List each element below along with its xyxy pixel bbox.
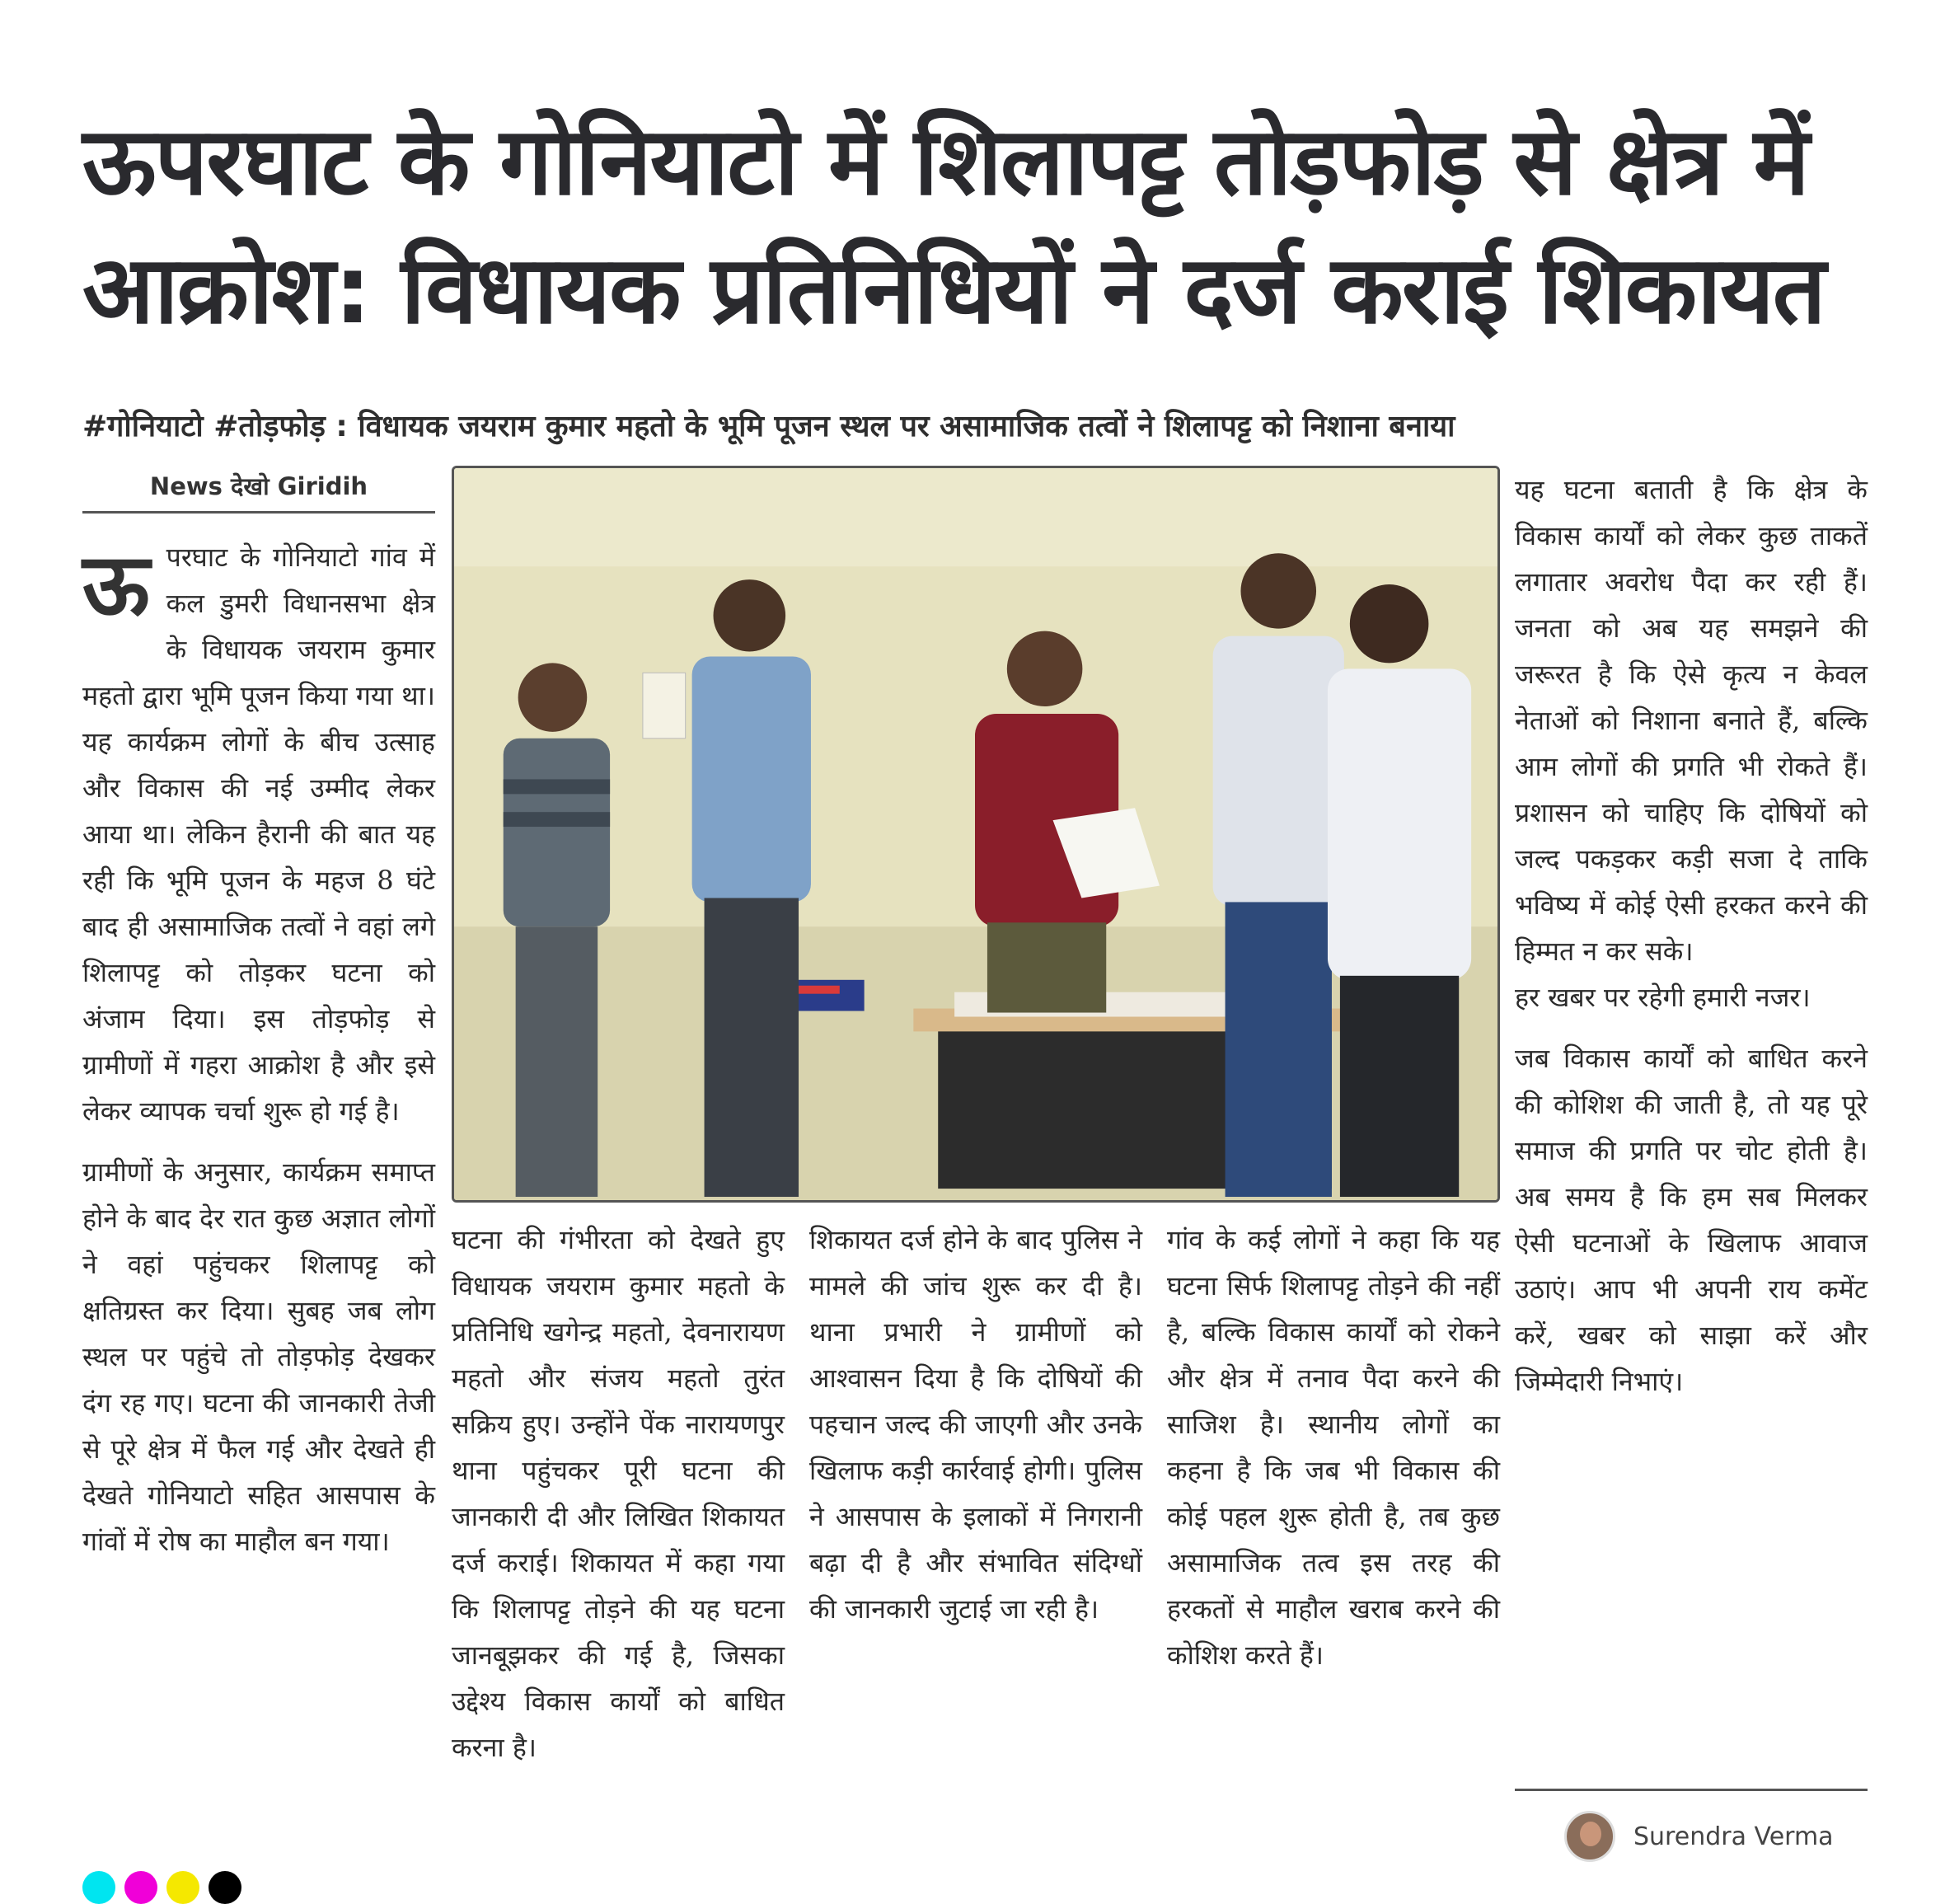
yellow-dot: [166, 1871, 199, 1904]
print-registration-marks: [82, 1871, 251, 1904]
magenta-dot: [124, 1871, 157, 1904]
lead-paragraph-text: परघाट के गोनियाटो गांव में कल डुमरी विधानसभा क्षेत्र के विधायक जयराम कुमार महतो द्वारा भूमि पूजन किया गया था। यह कार्यक्रम लोगों के बीच उत्साह और विकास की नई उम्मीद लेकर आया था। लेकिन हैरानी की बात यह रही कि भूमि पूजन के महज 8 घंटे बाद ही असामाजिक तत्वों ने वहां लगे शिलापट्ट को तोड़कर घटना को अंजाम दिया। इस तोड़फोड़ से ग्रामीणों में गहरा आक्रोश है और इसे लेकर व्यापक चर्चा शुरू हो गई है।: [82, 542, 435, 1127]
photo-illustration: [454, 468, 1497, 1200]
lead-paragraph: [82, 534, 435, 1134]
paragraph: घटना की गंभीरता को देखते हुए विधायक जयराम कुमार महतो के प्रतिनिधि खगेन्द्र महतो, देवनारायण महतो और संजय महतो तुरंत सक्रिय हुए। उन्होंने पेंक नारायणपुर थाना पहुंचकर पूरी घटना की जानकारी दी और लिखित शिकायत दर्ज कराई। शिकायत में कहा गया कि शिलापट्ट तोड़ने की यह घटना जानबूझकर की गई है, जिसका उद्देश्य विकास कार्यों को बाधित करना है।: [452, 1224, 785, 1763]
byline-divider: [82, 511, 435, 514]
column-4: [1167, 1217, 1500, 1693]
paragraph: यह घटना बताती है कि क्षेत्र के विकास कार्यों को लेकर कुछ ताकतें लगातार अवरोध पैदा कर रही हैं। जनता को अब यह समझने की जरूरत है कि ऐसे कृत्य न केवल नेताओं को निशाना बनाते हैं, बल्कि आम लोगों की प्रगति भी रोकते हैं। प्रशासन को चाहिए कि दोषियों को जल्द पकड़कर कड़ी सजा दे ताकि भविष्य में कोई ऐसी हरकत करने की हिम्मत न कर सके।: [1515, 474, 1868, 967]
paragraph: ग्रामीणों के अनुसार, कार्यक्रम समाप्त होने के बाद देर रात कुछ अज्ञात लोगों ने वहां पहुंचकर शिलापट्ट को क्षतिग्रस्त कर दिया। सुबह जब लोग स्थल पर पहुंचे तो तोड़फोड़ देखकर दंग रह गए। घटना की जानकारी तेजी से पूरे क्षेत्र में फैल गई और देखते ही देखते गोनियाटो सहित आसपास के गांवों में रोष का माहौल बन गया।: [82, 1156, 435, 1557]
author-credit: [1564, 1810, 1834, 1863]
column-5: [1515, 467, 1868, 1419]
news-photo: [452, 466, 1500, 1203]
author-name: Surendra Verma: [1633, 1822, 1834, 1851]
column-1: [82, 534, 435, 1579]
column-2: [452, 1217, 785, 1785]
end-divider: [1515, 1789, 1868, 1791]
paragraph: गांव के कई लोगों ने कहा कि यह घटना सिर्फ शिलापट्ट तोड़ने की नहीं है, बल्कि विकास कार्यों को रोकने और क्षेत्र में तनाव पैदा करने की साजिश है। स्थानीय लोगों का कहना है कि जब भी विकास की कोई पहल शुरू होती है, तब कुछ असामाजिक तत्व इस तरह की हरकतों से माहौल खराब करने की कोशिश करते हैं।: [1167, 1224, 1500, 1671]
cyan-dot: [82, 1871, 115, 1904]
column-3: [809, 1217, 1142, 1647]
paragraph: शिकायत दर्ज होने के बाद पुलिस ने मामले की जांच शुरू कर दी है। थाना प्रभारी ने ग्रामीणों को आश्वासन दिया है कि दोषियों की पहचान जल्द की जाएगी और उनके खिलाफ कड़ी कार्रवाई होगी। पुलिस ने आसपास के इलाकों में निगरानी बढ़ा दी है और संभावित संदिग्धों की जानकारी जुटाई जा रही है।: [809, 1224, 1142, 1625]
subheadline: #गोनियाटो #तोड़फोड़ : विधायक जयराम कुमार महतो के भूमि पूजन स्थल पर असामाजिक तत्वों ने शिलापट्ट को निशाना बनाया: [82, 410, 1455, 443]
paragraph: जब विकास कार्यों को बाधित करने की कोशिश की जाती है, तो यह पूरे समाज की प्रगति पर चोट होती है। अब समय है कि हम सब मिलकर ऐसी घटनाओं के खिलाफ आवाज उठाएं। आप भी अपनी राय कमेंट करें, खबर को साझा करें और जिम्मेदारी निभाएं।: [1515, 1043, 1868, 1397]
avatar: [1564, 1811, 1615, 1862]
black-dot: [209, 1871, 241, 1904]
headline: ऊपरघाट के गोनियाटो में शिलापट्ट तोड़फोड़ से क्षेत्र में आक्रोश: विधायक प्रतिनिधियों ने दर्ज कराई शिकायत: [82, 106, 1825, 345]
drop-cap: ऊ: [82, 534, 150, 635]
paragraph: हर खबर पर रहेगी हमारी नजर।: [1515, 982, 1811, 1013]
byline: News देखो Giridih: [149, 472, 368, 500]
